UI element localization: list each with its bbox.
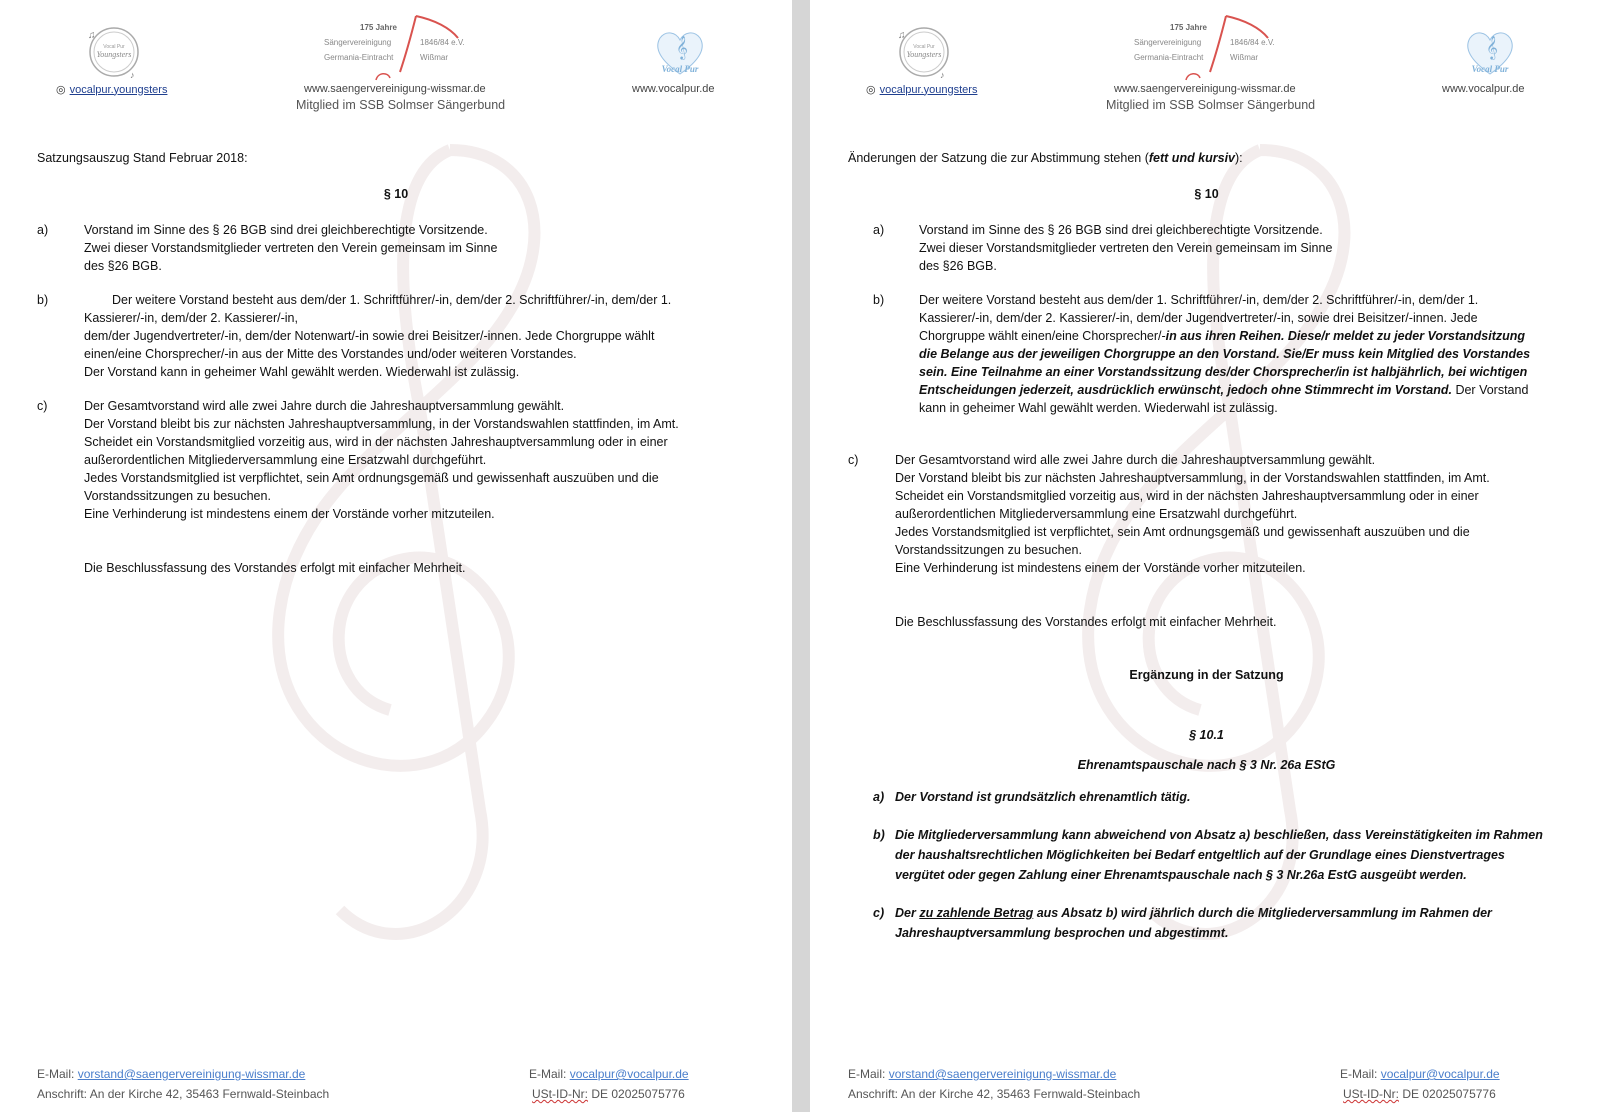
section-b-amendment: Entscheidungen jederzeit, ausdrücklich erwünscht, jedoch ohne Stimmrecht im Vorstand. [919,383,1452,397]
sub-paragraph-title: § 10.1 [1189,728,1224,742]
vocal-pur-youngsters-logo-icon [892,24,956,82]
item-line: Der Vorstand ist grundsätzlich ehrenamtlich tätig. [895,790,1191,804]
paragraph-title: § 10 [383,187,409,201]
sv-logo-town: Wißmar [1230,53,1258,62]
footer-email-sv-link[interactable]: vorstand@saengervereinigung-wissmar.de [888,1067,1117,1081]
item-c-underlined: zu zahlende Betrag [919,906,1034,920]
sv-logo-years: 175 Jahre [1170,23,1207,32]
section-b-amendment-line: sein. Eine Teilnahme an einer Vorstandssitzung des/der Chorsprecher/in ist halbjährlich, bei wichtigen [919,365,1528,379]
page-header [810,0,1603,120]
instagram-icon: ◎ [56,84,66,96]
section-c-line: Scheidet ein Vorstandsmitglied vorzeitig aus, wird in der nächsten Jahreshauptversammlung oder in einer [84,435,668,449]
section-b-amendment-line: die Belange aus der jeweiligen Chorgruppe an den Vorstand. Sie/Er muss kein Mitglied des Vorstandes [919,347,1531,361]
instagram-handle[interactable] [56,83,167,96]
item-line: vergütet oder gegen Zahlung einer Ehrenamtspauschale nach § 3 Nr.26a EstG ausgeübt werden. [895,868,1467,882]
section-c-line: außerordentlichen Mitgliederversammlung eine Ersatzwahl durchgeführt. [895,507,1298,521]
svg-text:♪: ♪ [940,70,945,80]
closing-text: Die Beschlussfassung des Vorstandes erfolgt mit einfacher Mehrheit. [895,615,1277,629]
sv-logo-line2: Germania-Eintracht [324,53,394,62]
section-a-line: des §26 BGB. [919,259,997,273]
instagram-link[interactable]: vocalpur.youngsters [69,83,168,96]
item-line [895,905,1492,923]
section-a-line: des §26 BGB. [84,259,162,273]
footer-address: Anschrift: An der Kirche 42, 35463 Fernwald-Steinbach [37,1087,330,1101]
section-c-line: außerordentlichen Mitgliederversammlung eine Ersatzwahl durchgeführt. [84,453,487,467]
label-c: c) [37,399,48,413]
svg-text:♫: ♫ [898,30,906,41]
svg-text:♫: ♫ [88,30,96,41]
footer-ust [532,1085,685,1104]
page-header [0,0,792,120]
section-c-line: Der Gesamtvorstand wird alle zwei Jahre durch die Jahreshauptversammlung gewählt. [895,453,1376,467]
item-label: c) [873,906,885,920]
section-b-plain: Der Vorstand [1451,383,1529,397]
section-c-line: Scheidet ein Vorstandsmitglied vorzeitig aus, wird in der nächsten Jahreshauptversammlung oder in einer [895,489,1479,503]
website-vocalpur[interactable]: www.vocalpur.de [1442,83,1525,95]
section-c-line: Vorstandssitzungen zu besuchen. [895,543,1082,557]
footer-ust-label: USt-ID-Nr: [1343,1087,1399,1101]
footer-email-vp-link[interactable]: vocalpur@vocalpur.de [569,1067,689,1081]
footer-email-label: E-Mail: [1340,1067,1378,1081]
website-saengervereinigung[interactable]: www.saengervereinigung-wissmar.de [1114,83,1296,95]
section-c-line: Der Gesamtvorstand wird alle zwei Jahre durch die Jahreshauptversammlung gewählt. [84,399,565,413]
section-b-line: Der weitere Vorstand besteht aus dem/der 1. Schriftführer/-in, dem/der 2. Schriftführer/-in, dem/der 1. [112,293,672,307]
vocal-pur-logo-text: Vocal Pur [661,64,699,74]
section-b-line: kann in geheimer Wahl gewählt werden. Wiederwahl ist zulässig. [919,401,1278,415]
section-b-line: dem/der Jugendvertreter/-in, dem/der Notenwart/-in sowie drei Beisitzer/-innen. Jede Chorgruppe wählt [84,329,655,343]
intro-bold-italic: fett und kursiv [1148,151,1236,165]
membership-text: Mitglied im SSB Solmser Sängerbund [296,98,506,112]
sv-logo-line1: Sängervereinigung [324,38,392,47]
instagram-icon: ◎ [866,84,876,96]
youngsters-logo-script: Youngsters [906,50,942,59]
section-b-line: einen/eine Chorsprecher/-in aus der Mitte des Vorstandes und/oder weiteren Vorstandes. [84,347,577,361]
closing-text: Die Beschlussfassung des Vorstandes erfolgt mit einfacher Mehrheit. [84,561,466,575]
intro-post: ): [1235,151,1243,165]
vocal-pur-logo-text: Vocal Pur [1471,64,1509,74]
item-c-post: aus Absatz b) wird jährlich durch die Mitgliederversammlung im Rahmen der [1033,906,1492,920]
website-saengervereinigung[interactable]: www.saengervereinigung-wissmar.de [304,83,486,95]
footer-ust-value: DE 02025075776 [1402,1087,1496,1101]
svg-text:𝄞: 𝄞 [676,37,688,59]
footer-ust-value: DE 02025075776 [591,1087,685,1101]
footer-email-vp-link[interactable]: vocalpur@vocalpur.de [1380,1067,1500,1081]
footer-address: Anschrift: An der Kirche 42, 35463 Fernwald-Steinbach [848,1087,1141,1101]
section-b-line: Kassierer/-in, dem/der 2. Kassierer/-in, [84,311,298,325]
document-page-right [810,0,1603,1112]
section-a-line: Zwei dieser Vorstandsmitglieder vertreten den Verein gemeinsam im Sinne [84,241,498,255]
sv-logo-line1: Sängervereinigung [1134,38,1202,47]
membership-text: Mitglied im SSB Solmser Sängerbund [1106,98,1316,112]
youngsters-logo-text: Vocal Pur [103,44,125,50]
sv-logo-line2: Germania-Eintracht [1134,53,1204,62]
sv-logo-town: Wißmar [420,53,448,62]
item-line: Die Mitgliederversammlung kann abweichend von Absatz a) beschließen, dass Vereinstätigkeiten im Rahmen [895,828,1543,842]
section-b-line [919,328,1525,346]
item-c-pre: Der [895,906,920,920]
saengervereinigung-logo-icon [1130,10,1290,82]
label-b: b) [37,293,49,307]
section-a-line: Zwei dieser Vorstandsmitglieder vertreten den Verein gemeinsam im Sinne [919,241,1333,255]
youngsters-logo-script: Youngsters [96,50,132,59]
footer-ust [1343,1085,1496,1104]
youngsters-logo-text: Vocal Pur [913,44,935,50]
instagram-link[interactable]: vocalpur.youngsters [879,83,978,96]
sv-logo-year2: 1846/84 e.V. [1230,38,1275,47]
footer-ust-label: USt-ID-Nr: [532,1087,588,1101]
footer-email-vp [529,1065,689,1084]
item-line: Jahreshauptversammlung besprochen und abgestimmt. [895,926,1229,940]
section-b-plain: Chorgruppe wählt einen/eine Chorsprecher/- [919,329,1166,343]
intro-pre: Änderungen der Satzung die zur Abstimmung stehen ( [848,151,1149,165]
section-c-line: Jedes Vorstandsmitglied ist verpflichtet, sein Amt ordnungsgemäß und gewissenhaft auszuüben und die [84,471,659,485]
label-c: c) [848,453,859,467]
item-label: b) [873,828,885,842]
sv-logo-years: 175 Jahre [360,23,397,32]
section-c-line: Vorstandssitzungen zu besuchen. [84,489,271,503]
svg-text:𝄞: 𝄞 [1486,37,1498,59]
supplement-title: Ergänzung in der Satzung [1129,668,1284,682]
footer-email-label: E-Mail: [529,1067,567,1081]
label-b: b) [873,293,885,307]
instagram-handle[interactable] [866,83,977,96]
section-c-line: Der Vorstand bleibt bis zur nächsten Jahreshauptversammlung, in der Vorstandswahlen stattfinden, im Amt. [84,417,679,431]
footer-email-sv [37,1065,305,1084]
vocal-pur-heart-logo-icon [650,24,710,80]
section-a-line: Vorstand im Sinne des § 26 BGB sind drei gleichberechtigte Vorsitzende. [919,223,1323,237]
saengervereinigung-logo-icon [320,10,480,82]
footer-email-vp [1340,1065,1500,1084]
paragraph-title: § 10 [1194,187,1219,201]
intro-text: Satzungsauszug Stand Februar 2018: [37,151,248,165]
section-c-line: Eine Verhinderung ist mindestens einem der Vorstände vorher mitzuteilen. [895,561,1306,575]
section-b-line: Der weitere Vorstand besteht aus dem/der 1. Schriftführer/-in, dem/der 2. Schriftführer/-in, dem/der 1. [919,293,1479,307]
item-line: der haushaltsrechtlichen Möglichkeiten bei Bedarf entgeltlich auf der Grundlage eines Dienstvertrages [895,848,1505,862]
item-label: a) [873,790,885,804]
section-b-amendment: in aus ihren Reihen. Diese/r meldet zu jeder Vorstandsitzung [1165,329,1526,343]
footer-email-label: E-Mail: [848,1067,886,1081]
vocal-pur-heart-logo-icon [1460,24,1520,80]
svg-text:♪: ♪ [130,70,135,80]
sub-paragraph-subtitle: Ehrenamtspauschale nach § 3 Nr. 26a EStG [1077,758,1336,772]
section-c-line: Jedes Vorstandsmitglied ist verpflichtet, sein Amt ordnungsgemäß und gewissenhaft auszuüben und die [895,525,1470,539]
footer-email-label: E-Mail: [37,1067,75,1081]
footer-email-sv [848,1065,1116,1084]
section-b-line [919,382,1528,400]
section-b-line: Der Vorstand kann in geheimer Wahl gewählt werden. Wiederwahl ist zulässig. [84,365,520,379]
website-vocalpur[interactable]: www.vocalpur.de [632,83,715,95]
label-a: a) [873,223,885,237]
document-page-left [0,0,792,1112]
section-b-line: Kassierer/-in, dem/der 2. Kassierer/-in, dem/der Jugendvertreter/-in, sowie drei Beisitzer/-innen. Jede [919,311,1478,325]
intro-text [848,150,1243,168]
label-a: a) [37,223,49,237]
sv-logo-year2: 1846/84 e.V. [420,38,465,47]
section-c-line: Der Vorstand bleibt bis zur nächsten Jahreshauptversammlung, in der Vorstandswahlen stattfinden, im Amt. [895,471,1490,485]
section-c-line: Eine Verhinderung ist mindestens einem der Vorstände vorher mitzuteilen. [84,507,495,521]
section-a-line: Vorstand im Sinne des § 26 BGB sind drei gleichberechtigte Vorsitzende. [84,223,488,237]
footer-email-sv-link[interactable]: vorstand@saengervereinigung-wissmar.de [77,1067,306,1081]
vocal-pur-youngsters-logo-icon [82,24,146,82]
